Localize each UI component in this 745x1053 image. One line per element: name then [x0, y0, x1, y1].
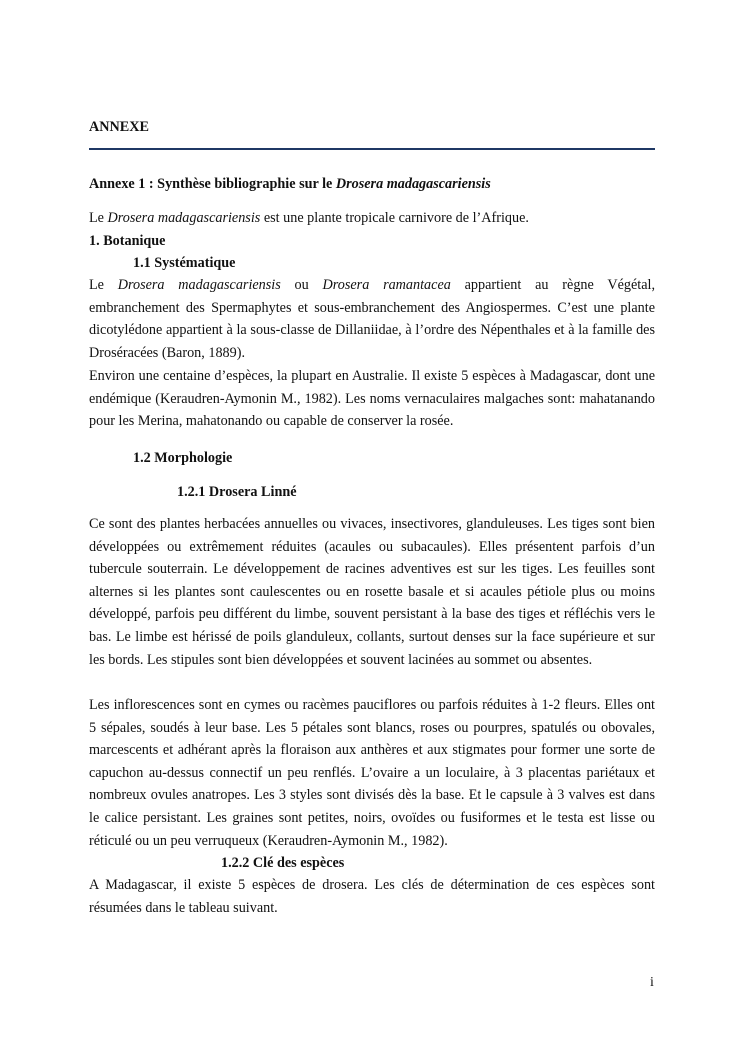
- annex1-heading-species: Drosera madagascariensis: [335, 176, 491, 192]
- systematique-paragraph: [89, 274, 655, 364]
- annex1-heading: [89, 176, 491, 193]
- section-morphologie-heading: 1.2 Morphologie: [133, 450, 233, 466]
- cle-especes-paragraph: A Madagascar, il existe 5 espèces de drosera. Les clés de détermination de ces espèces sont résumées dans le tableau suivant.: [89, 877, 655, 916]
- section-systematique-heading: 1.1 Systématique: [133, 255, 236, 271]
- intro-species: Drosera madagascariensis: [107, 210, 261, 226]
- species-count-paragraph: Environ une centaine d’espèces, la plupart en Australie. Il existe 5 espèces à Madagascar, dont une endémique (Keraudren-Aymonin M., 1982). Les noms vernaculaires malgaches sont: mahatanando pour les Merina, mahatonando ou capable de conserver la rosée.: [89, 368, 655, 430]
- section-drosera-linne-heading: 1.2.1 Drosera Linné: [177, 484, 297, 500]
- section-cle-especes-heading: 1.2.2 Clé des espèces: [221, 855, 345, 871]
- morphologie-paragraph: Ce sont des plantes herbacées annuelles ou vivaces, insectivores, glanduleuses. Les tiges sont bien développées ou extrêmement réduites (acaules ou subacaules). Elles présentent parfois d’un tubercule souterrain. Le développement de racines adventives est sur les tiges. Les feuilles sont alternes si les plantes sont caulescentes ou en rosette basale et si acaules pétiole plus ou moins développé, parfois peu différent du limbe, souvent persistant à la base des tiges et réfléchis vers le bas. Le limbe est hérissé de poils glanduleux, collants, surtout denses sur la face supérieure et sur les bords. Les stipules sont bien développées et souvent lacinées au sommet ou absentes.: [89, 516, 655, 668]
- para1-species1: Drosera madagascariensis: [117, 277, 281, 293]
- inflorescences-paragraph: Les inflorescences sont en cymes ou racèmes pauciflores ou parfois réduites à 1-2 fleurs. Elles ont 5 sépales, soudés à leur base. Les 5 pétales sont blancs, roses ou pourpres, spatulés ou obovales, marcescents et adhérant après la floraison aux anthères et aux stigmates pour former une sorte de capuchon au-dessus connectif un peu renflés. L’ovaire a un loculaire, à 3 placentas pariétaux et nombreux ovules anatropes. Les 3 styles sont divisés dès la base. Et le capsule à 3 valves est dans le calice persistant. Les graines sont petites, noirs, ovoïdes ou fusiformes et le testa est lisse ou réticulé ou un peu verruqueux (Keraudren-Aymonin M., 1982).: [89, 697, 655, 849]
- intro-sentence: [89, 210, 529, 227]
- title-divider: [89, 148, 655, 150]
- intro-le: Le: [89, 210, 108, 226]
- section-botanique-heading: 1. Botanique: [89, 233, 166, 249]
- para1-le: Le: [89, 277, 118, 293]
- intro-rest: est une plante tropicale carnivore de l’Afrique.: [260, 210, 529, 226]
- annexe-title: ANNEXE: [89, 119, 149, 135]
- page-number: i: [650, 975, 654, 990]
- para1-rest: appartient au règne Végétal, embranchement des Spermaphytes et sous-embranchement des Angiospermes. C’est une plante dicotylédone appartient à la sous-classe de Dillaniidae, à l’ordre des Népenthales et à la famille des Droséracées (Baron, 1889).: [89, 277, 655, 361]
- annex1-heading-prefix: Annexe 1 : Synthèse bibliographie sur le: [89, 176, 336, 192]
- para1-species2: Drosera ramantacea: [322, 277, 451, 293]
- para1-ou: ou: [280, 277, 323, 293]
